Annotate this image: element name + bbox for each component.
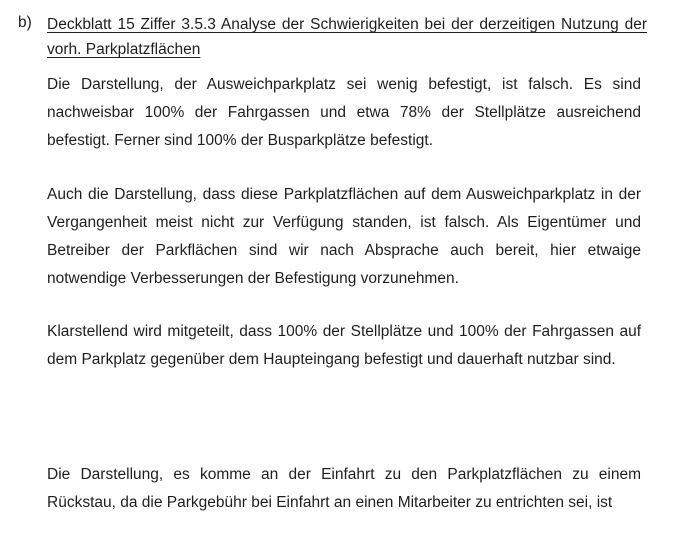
paragraph-availability: Auch die Darstellung, dass diese Parkplatzflächen auf dem Ausweichparkplatz in der Vergangenheit meist nicht zur Verfügung standen, ist falsch. Als Eigentümer und Betreiber der Parkflächen sind wir nach Absprache auch bereit, hier etwaige notwendige Verbesserungen der Befestigung vorzunehmen.	[47, 186, 641, 287]
paragraph-clarification: Klarstellend wird mitgeteilt, dass 100% der Stellplätze und 100% der Fahrgassen auf dem Parkplatz gegenüber dem Haupteingang befestigt und dauerhaft nutzbar sind.	[47, 323, 641, 368]
section-label: b)	[18, 14, 32, 31]
paragraph-paving-status: Die Darstellung, der Ausweichparkplatz sei wenig befestigt, ist falsch. Es sind nachweisbar 100% der Fahrgassen und etwa 78% der Stellplätze ausreichend befestigt. Ferner sind 100% der Busparkplätze befestigt.	[47, 76, 641, 149]
paragraph-entrance-backlog: Die Darstellung, es komme an der Einfahrt zu den Parkplatzflächen zu einem Rückstau, da die Parkgebühr bei Einfahrt an einen Mitarbeiter zu entrichten sei, ist	[47, 466, 641, 511]
section-heading: Deckblatt 15 Ziffer 3.5.3 Analyse der Schwierigkeiten bei der derzeitigen Nutzung der vorh. Parkplatzflächen	[47, 16, 647, 58]
